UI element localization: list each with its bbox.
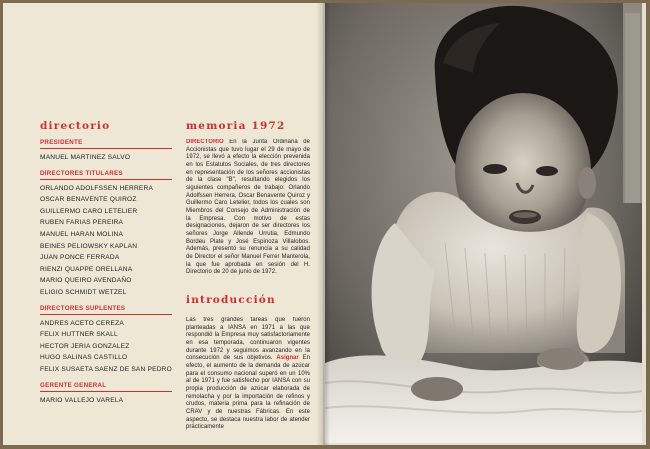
group-label: PRESIDENTE: [40, 139, 172, 149]
member-name: FELIX HUTTNER SKALL: [40, 331, 118, 339]
group-label: DIRECTORES SUPLENTES: [40, 305, 172, 315]
member-name: JUAN PONCE FERRADA: [40, 254, 120, 262]
member-name: HECTOR JERIA GONZALEZ: [40, 342, 130, 350]
member-name: HUGO SALINAS CASTILLO: [40, 354, 128, 362]
baby-photo-drawing: [325, 3, 642, 443]
member-name: OSCAR BENAVENTE QUIROZ: [40, 196, 137, 204]
member-name: RIENZI QUAPPE ORELLANA: [40, 265, 133, 273]
directorio-title: directorio: [40, 120, 111, 132]
group-directores-titulares: [40, 170, 175, 299]
member-name: RUBEN FARIAS PEREIRA: [40, 219, 124, 227]
member-name: MANUEL HARAN MOLINA: [40, 230, 124, 238]
intro-body-2: En efecto, el aumento de la demanda de azúcar para el consumo nacional superó en un 10% al de 1971 y fue satisfecho por IANSA con su propia producción de azúcar elaborada de remolacha y por la importación de refinos y crudos, materia prima para la refinación de CRAV y de nuestras Fábricas. En este aspecto, se destaca nuestra labor de atender prácticamente: [186, 355, 310, 431]
member-name: MARIO QUEIRO AVENDAÑO: [40, 277, 132, 285]
baby-photo: [325, 3, 642, 443]
member-name: BEINES PELIOWSKY KAPLAN: [40, 242, 138, 250]
intro-body-1: Las tres grandes tareas que fueron planteadas a IANSA en 1971 a las que respondió la Empresa muy satisfactoriamente en esa temporada, continuaron vigentes durante 1972 y seguimos avanzando en la consecución de sus objetivos.: [186, 317, 310, 362]
memoria-lead: DIRECTORIO: [186, 139, 224, 145]
introduccion-paragraph: [186, 317, 310, 441]
book-gutter: [316, 3, 330, 445]
memoria-paragraph: [186, 139, 310, 275]
member-name: MARIO VALLEJO VARELA: [40, 396, 124, 404]
memoria-body: En la Junta Ordinaria de Accionistas que tuvo lugar el 29 de mayo de 1972, se llevó a efecto la elección prevenida en los Estatutos Sociales, de tres directores en representación de los señores accionistas de la clase "B", resultando elegidos los siguientes compañeros de trabajo: Orlando Adolfssen Herrera, Oscar Benavente Quiroz y Guillermo Caro Letelier, todos los cuales son Miembros del Consejo de Administración de la Empresa. Con motivo de estas designaciones, dejaron de ser directores los señores Jorge Allende Urrutia, Edmundo Bordeu Plate y José Espinoza Villalobos. Además, presentó su renuncia a su calidad de Director el señor Manuel Ferrer Manterola, la que fue aprobada en sesión del H. Directorio de 20 de junio de 1972.: [186, 139, 310, 275]
member-name: MANUEL MARTINEZ SALVO: [40, 154, 131, 161]
memoria-column: [186, 119, 310, 441]
directorio-column: [40, 119, 175, 406]
group-gerente-general: [40, 382, 175, 407]
group-label: DIRECTORES TITULARES: [40, 170, 172, 180]
group-presidente: [40, 139, 175, 164]
member-name: GUILLERMO CARO LETELIER: [40, 207, 138, 215]
member-name: ORLANDO ADOLFSSEN HERRERA: [40, 184, 154, 192]
group-label: GERENTE GENERAL: [40, 382, 172, 392]
member-name: ELIGIO SCHMIDT WETZEL: [40, 288, 127, 296]
member-name: FELIX SUSAETA SAENZ DE SAN PEDRO: [40, 365, 172, 373]
group-directores-suplentes: [40, 305, 175, 376]
member-name: ANDRES ACETO CEREZA: [40, 319, 124, 327]
introduccion-title: introducción: [186, 294, 276, 306]
memoria-title: memoria 1972: [186, 120, 286, 132]
intro-inline-heading: Asignar: [276, 355, 299, 362]
